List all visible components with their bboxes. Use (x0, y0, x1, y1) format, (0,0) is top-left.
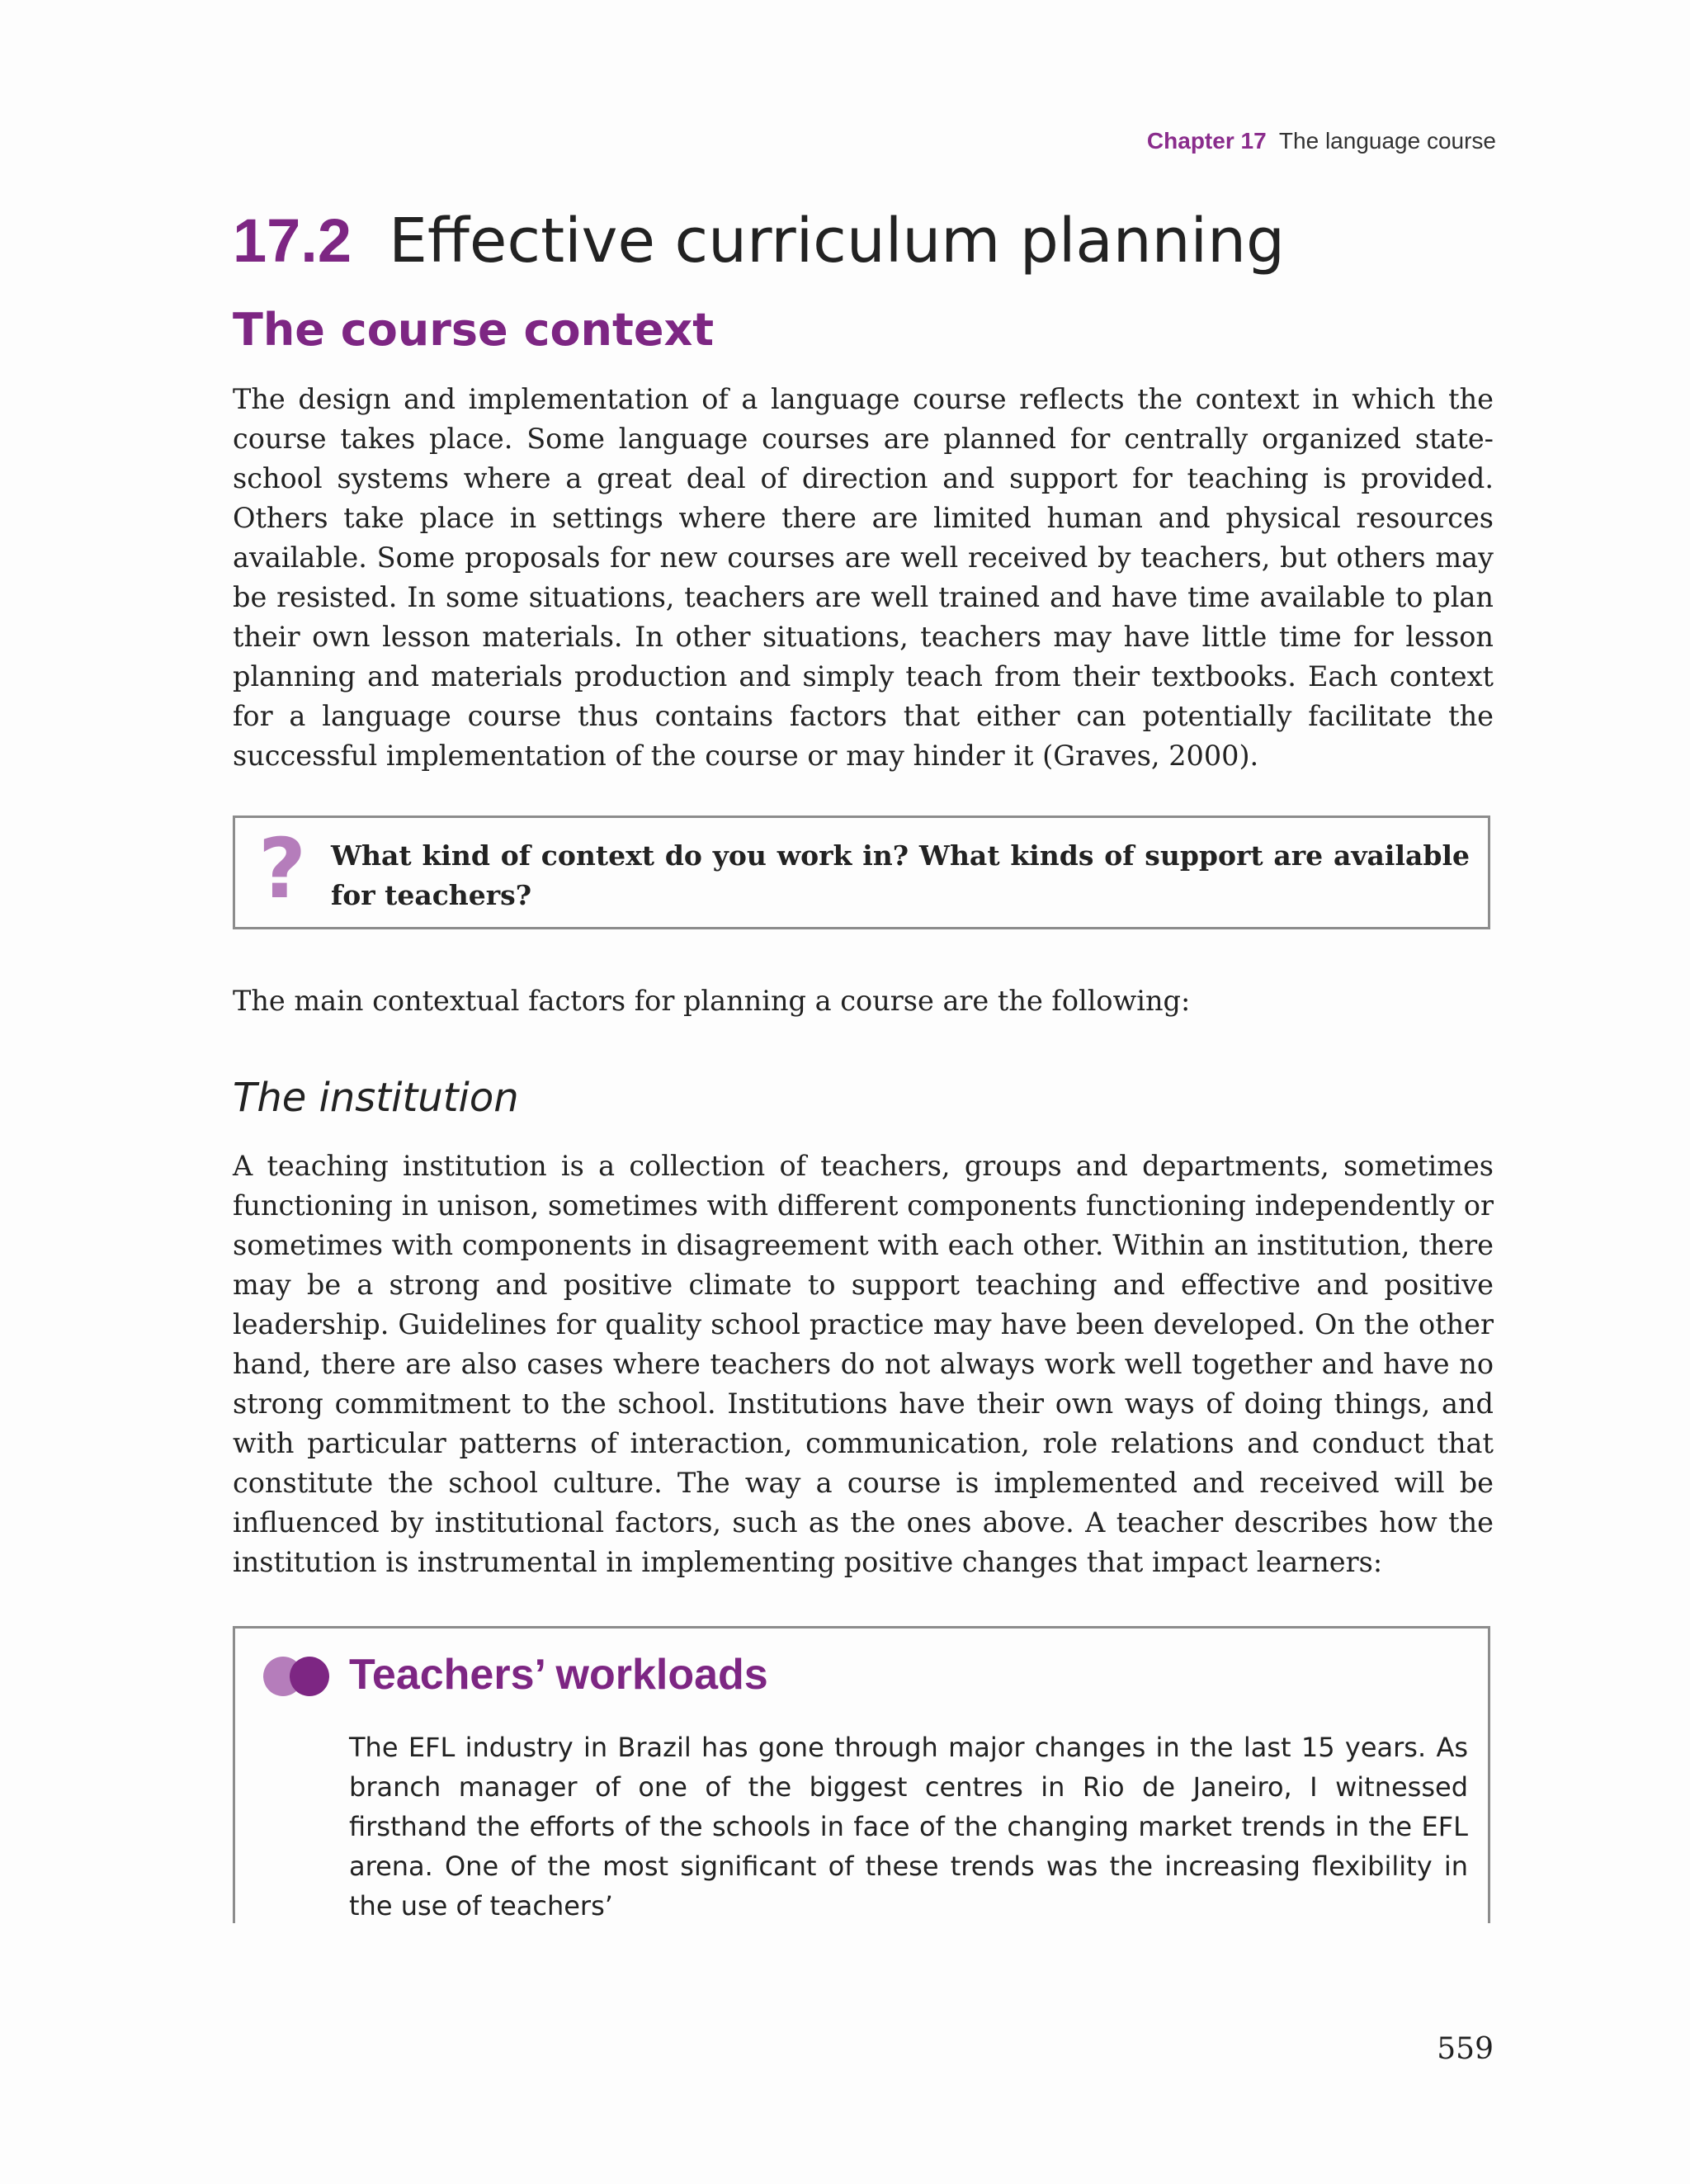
institution-paragraph: A teaching institution is a collection of teachers, groups and departments, sometimes functioning in unison, sometimes with different components functioning independently or sometimes with components in disagreement with each other. Within an institution, there may be a strong and positive climate to support teaching and effective and positive leadership. Guidelines for quality school practice may have been developed. On the other hand, there are also cases where teachers do not always work well together and have no strong commitment to the school. Institutions have their own ways of doing things, and with particular patterns of interaction, communication, role relations and conduct that constitute the school culture. The way a course is implemented and received will be influenced by institutional factors, such as the ones above. A teacher describes how the institution is instrumental in implementing positive changes that impact learners: (233, 1150, 1494, 1578)
running-head-title: The language course (1278, 128, 1496, 154)
question-mark-icon: ? (258, 820, 307, 917)
factors-intro-paragraph: The main contextual factors for planning a course are the following: (233, 985, 1191, 1017)
section-number: 17.2 (233, 206, 352, 275)
subsection-heading: The course context (233, 304, 715, 356)
reflection-question-box (233, 815, 1490, 929)
teacher-voice-box (233, 1626, 1490, 1923)
speech-bubbles-icon (262, 1655, 333, 1698)
running-head-chapter: Chapter 17 (1146, 128, 1267, 154)
reflection-question-text: What kind of context do you work in? What kinds of support are available for teachers? (331, 839, 1470, 911)
running-head (1147, 128, 1496, 154)
context-paragraph: The design and implementation of a language course reflects the context in which the course takes place. Some language courses are planned for centrally organized state-school systems where a great deal of direction and support for teaching is provided. Others take place in settings where there are limited human and physical resources available. Some proposals for new courses are well received by teachers, but others may be resisted. In some situations, teachers are well trained and have time available to plan their own lesson materials. In other situations, teachers may have little time for lesson planning and materials production and simply teach from their textbooks. Each context for a language course thus contains factors that either can potentially facilitate the successful implementation of the course or may hinder it (Graves, 2000). (233, 383, 1494, 772)
page-number: 559 (1437, 2032, 1494, 2066)
section-heading (233, 206, 1285, 277)
section-title: Effective curriculum planning (389, 206, 1285, 277)
teacher-voice-text: The EFL industry in Brazil has gone through major changes in the last 15 years. As branch manager of one of the biggest centres in Rio de Janeiro, I witnessed firsthand the efforts of the schools in face of the changing market trends in the EFL arena. One of the most significant of these trends was the increasing flexibility in the use of teachers’ (349, 1732, 1468, 1922)
teacher-voice-title: Teachers’ workloads (349, 1651, 768, 1699)
institution-heading: The institution (233, 1075, 519, 1121)
